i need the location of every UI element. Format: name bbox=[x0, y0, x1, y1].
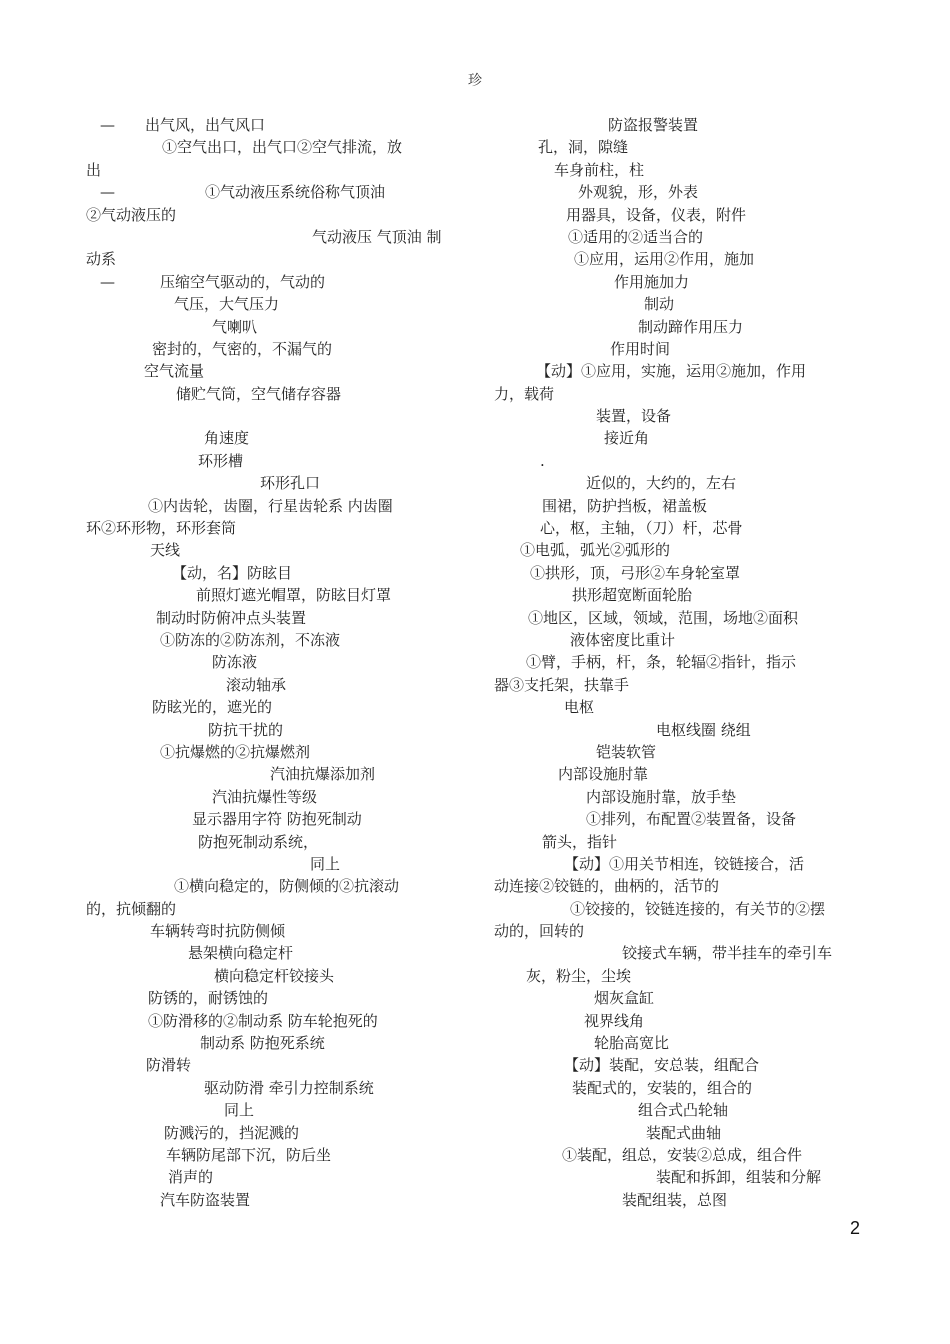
right-column-line: 接近角 bbox=[604, 429, 650, 448]
left-column-line: 汽油抗爆添加剂 bbox=[270, 765, 376, 784]
left-column-line: — ①气动液压系统俗称气顶油 bbox=[100, 183, 386, 202]
right-column-line: 孔，洞，隙缝 bbox=[538, 138, 629, 157]
left-column-line: 【动，名】防眩目 bbox=[172, 563, 293, 582]
left-column-line: 空气流量 bbox=[144, 362, 205, 381]
left-column-line: 储贮气筒，空气储存容器 bbox=[176, 384, 342, 403]
right-column-line: 电枢线圈 绕组 bbox=[656, 720, 751, 739]
right-column-line: 【动】装配，安总装，组配合 bbox=[564, 1056, 760, 1075]
right-column-line: 轮胎高宽比 bbox=[594, 1034, 670, 1053]
right-column-line: ①铰接的，铰链连接的，有关节的②摆 bbox=[570, 899, 826, 918]
left-column-line: 悬架横向稳定杆 bbox=[188, 944, 294, 963]
left-column-line: 环形孔口 bbox=[260, 474, 321, 493]
left-column-line: ①防滑移的②制动系 防车轮抱死的 bbox=[148, 1011, 378, 1030]
right-column-line: ①适用的②适当合的 bbox=[568, 227, 704, 246]
right-column-line: 器③支托架，扶靠手 bbox=[494, 675, 630, 694]
right-column-line: 【动】①应用，实施，运用②施加，作用 bbox=[536, 362, 807, 381]
left-column-line: 防溅污的，挡泥溅的 bbox=[164, 1123, 300, 1142]
page-header: 珍 bbox=[468, 73, 482, 89]
right-column-line: 装配式曲轴 bbox=[646, 1123, 722, 1142]
right-column-line: ①臂，手柄，杆，条，轮辐②指针，指示 bbox=[526, 653, 797, 672]
left-column-line: 防抗干扰的 bbox=[208, 720, 284, 739]
right-column-line: ①排列，布配置②装置备，设备 bbox=[586, 810, 797, 829]
left-column-line: 驱动防滑 牵引力控制系统 bbox=[204, 1078, 374, 1097]
right-column-line: 装置，设备 bbox=[596, 407, 672, 426]
right-column-line: 液体密度比重计 bbox=[570, 630, 676, 649]
right-column-line: 近似的，大约的，左右 bbox=[586, 474, 737, 493]
left-column-line: 角速度 bbox=[204, 429, 250, 448]
left-column-line: 气压，大气压力 bbox=[174, 295, 280, 314]
left-column-line: 动系 bbox=[86, 250, 117, 269]
right-column-line: 车身前柱，柱 bbox=[554, 160, 645, 179]
right-column-line: ①电弧，弧光②弧形的 bbox=[520, 541, 671, 560]
right-column-line: 内部设施肘靠 bbox=[558, 765, 649, 784]
right-column-line: 用器具，设备，仪表，附件 bbox=[566, 205, 747, 224]
right-column-line: 拱形超宽断面轮胎 bbox=[572, 586, 693, 605]
left-column-line: 防滑转 bbox=[146, 1056, 192, 1075]
left-column-line: 前照灯遮光帽罩，防眩目灯罩 bbox=[196, 586, 392, 605]
left-column-line: ①横向稳定的，防侧倾的②抗滚动 bbox=[174, 877, 400, 896]
right-column-line: 组合式凸轮轴 bbox=[638, 1101, 729, 1120]
left-column-line: 制动系 防抱死系统 bbox=[200, 1034, 325, 1053]
right-column-line: 装配组装，总图 bbox=[622, 1190, 728, 1209]
right-column-line: ①地区，区域，领域，范围，场地②面积 bbox=[528, 608, 799, 627]
left-column-line: 消声的 bbox=[168, 1168, 214, 1187]
right-column-line: 铠装软管 bbox=[596, 742, 657, 761]
right-column-line: 装配式的，安装的，组合的 bbox=[572, 1078, 753, 1097]
right-column-line: 制动蹄作用压力 bbox=[638, 317, 744, 336]
left-column-line: 车辆防尾部下沉，防后坐 bbox=[166, 1145, 332, 1164]
left-column-line: — 出气风，出气风口 bbox=[100, 116, 266, 134]
right-column-line: 铰接式车辆，带半挂车的牵引车 bbox=[622, 944, 833, 963]
left-column-line: 气动液压 气顶油 制 bbox=[312, 227, 442, 246]
left-column-line: 的，抗倾翻的 bbox=[86, 899, 177, 918]
right-column-line: ①装配，组总，安装②总成，组合件 bbox=[562, 1145, 803, 1164]
left-column-line: 密封的，气密的，不漏气的 bbox=[152, 339, 333, 358]
left-column-line: 显示器用字符 防抱死制动 bbox=[192, 810, 362, 829]
left-column-line: ①防冻的②防冻剂，不冻液 bbox=[160, 630, 341, 649]
left-column-line: ①抗爆燃的②抗爆燃剂 bbox=[160, 742, 311, 761]
right-column-line: 烟灰盒缸 bbox=[594, 989, 655, 1008]
left-column-line bbox=[86, 405, 458, 427]
left-column-line: 防眩光的，遮光的 bbox=[152, 698, 273, 717]
left-column-line: ②气动液压的 bbox=[86, 205, 177, 224]
right-column-line: 箭头，指针 bbox=[542, 832, 618, 851]
left-column-line: 出 bbox=[86, 160, 102, 179]
left-column-line: 汽车防盗装置 bbox=[160, 1190, 251, 1209]
left-column-line: 同上 bbox=[224, 1101, 255, 1120]
left-column-line: ①内齿轮，齿圈，行星齿轮系 内齿圈 bbox=[148, 496, 393, 515]
left-column-line: 车辆转弯时抗防侧倾 bbox=[150, 922, 286, 941]
left-column bbox=[86, 114, 458, 1211]
right-column-line: ①拱形，顶，弓形②车身轮室罩 bbox=[530, 563, 741, 582]
right-column-line: 围裙，防护挡板，裙盖板 bbox=[542, 496, 708, 515]
left-column-line: 同上 bbox=[310, 854, 341, 873]
left-column-line: 气喇叭 bbox=[212, 317, 258, 336]
left-column-line: 防锈的，耐锈蚀的 bbox=[148, 989, 269, 1008]
right-column-line: 内部设施肘靠，放手垫 bbox=[586, 787, 737, 806]
right-column-line: 装配和拆卸，组装和分解 bbox=[656, 1168, 822, 1187]
right-column bbox=[494, 114, 866, 1211]
left-column-line: 防冻液 bbox=[212, 653, 258, 672]
page-number: 2 bbox=[850, 1218, 861, 1238]
right-column-line: 制动 bbox=[644, 295, 675, 314]
left-column-line: 天线 bbox=[150, 541, 181, 560]
left-column-line: 制动时防俯冲点头装置 bbox=[156, 608, 307, 627]
right-column-line: 动连接②铰链的，曲柄的，活节的 bbox=[494, 877, 720, 896]
right-column-line: 电枢 bbox=[564, 698, 595, 717]
left-column-line: 滚动轴承 bbox=[226, 675, 287, 694]
left-column-line: 汽油抗爆性等级 bbox=[212, 787, 318, 806]
right-column-line: 视界线角 bbox=[584, 1011, 645, 1030]
right-column-line: 灰，粉尘，尘埃 bbox=[526, 966, 632, 985]
right-column-line: ①应用，运用②作用，施加 bbox=[574, 250, 755, 269]
left-column-line: 环形槽 bbox=[198, 451, 244, 470]
right-column-line: . bbox=[540, 451, 545, 470]
left-column-line: 防抱死制动系统， bbox=[198, 832, 319, 851]
left-column-line: ①空气出口，出气口②空气排流，放 bbox=[162, 138, 403, 157]
left-column-line: 横向稳定杆铰接头 bbox=[214, 966, 335, 985]
right-column-line: 作用时间 bbox=[610, 339, 671, 358]
right-column-line: 【动】①用关节相连，铰链接合，活 bbox=[564, 854, 805, 873]
left-column-line: 环②环形物，环形套筒 bbox=[86, 519, 237, 538]
right-column-line: 作用施加力 bbox=[614, 272, 690, 291]
right-column-line: 外观貌，形，外表 bbox=[578, 183, 699, 202]
right-column-line: 心，枢，主轴，（刀）杆，芯骨 bbox=[540, 519, 743, 538]
left-column-line: — 压缩空气驱动的，气动的 bbox=[100, 272, 326, 291]
right-column-line: 动的，回转的 bbox=[494, 922, 585, 941]
right-column-line: 防盗报警装置 bbox=[608, 116, 699, 134]
right-column-line: 力，载荷 bbox=[494, 384, 555, 403]
